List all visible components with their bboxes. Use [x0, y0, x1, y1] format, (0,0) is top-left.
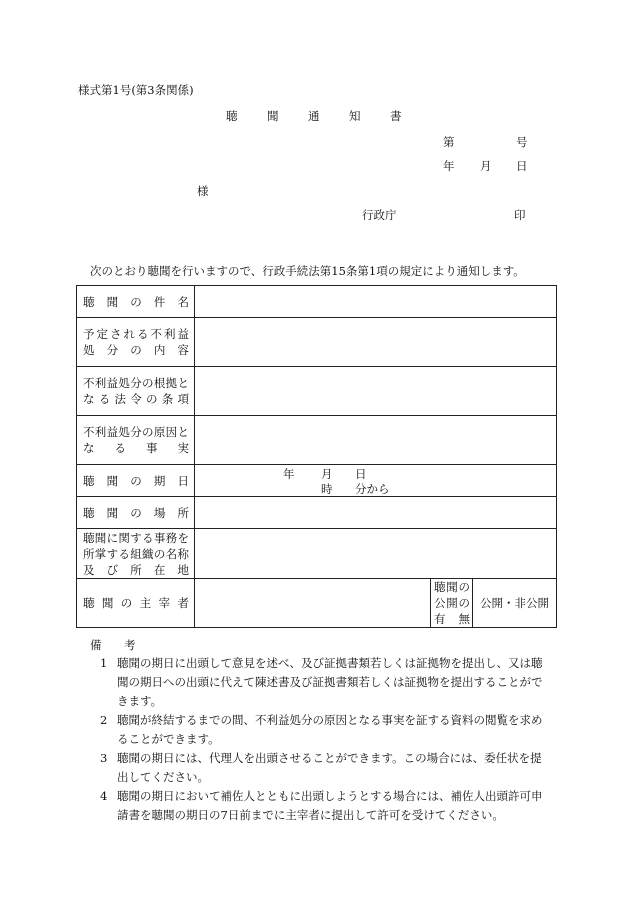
- note-item: 1 聴聞の期日に出頭して意見を述べ、及び証拠書類若しくは証拠物を提出し、又は聴聞の期日への出頭に代えて陳述書及び証拠書類若しくは証拠物を提出することができます。: [100, 656, 543, 708]
- doc-number-prefix: 第: [443, 135, 455, 149]
- doc-number-suffix: 号: [516, 135, 528, 149]
- label-public: 聴聞の 公開の 有無: [431, 579, 473, 628]
- value-place[interactable]: [195, 497, 557, 529]
- row-basis: [77, 367, 557, 416]
- title-char: 聴: [226, 109, 238, 123]
- label-disposition: 予定される不利益 処分の内容: [77, 318, 195, 367]
- notes-heading: 備 考: [90, 638, 136, 652]
- row-cause: [77, 416, 557, 465]
- row-date: [77, 465, 557, 497]
- note-item: 2 聴聞が終結するまでの間、不利益処分の原因となる事実を証する資料の閲覧を求めることができます。: [100, 713, 543, 746]
- date-day-label: 日: [516, 159, 528, 173]
- agency-label: 行政庁: [362, 208, 397, 222]
- row-place: [77, 497, 557, 529]
- seal-mark: 印: [514, 208, 526, 222]
- document-title: [226, 108, 406, 124]
- addressee-honorific: 様: [197, 184, 209, 198]
- date-month-label: 月: [480, 159, 492, 173]
- label-date: 聴聞の期日: [77, 465, 195, 497]
- date-hour: 時: [321, 482, 333, 496]
- date-year: 年: [283, 467, 295, 481]
- value-basis[interactable]: [195, 367, 557, 416]
- row-organization: [77, 529, 557, 579]
- title-char: 通: [308, 109, 320, 123]
- row-presider: [77, 579, 557, 628]
- value-subject[interactable]: [195, 286, 557, 318]
- row-disposition: [77, 318, 557, 367]
- value-date[interactable]: [195, 465, 557, 497]
- title-char: 知: [349, 109, 361, 123]
- date-month: 月: [321, 467, 333, 481]
- date-day: 日: [355, 467, 367, 481]
- row-subject: [77, 286, 557, 318]
- title-char: 聞: [267, 109, 279, 123]
- label-subject: 聴聞の件名: [77, 286, 195, 318]
- title-char: 書: [390, 109, 402, 123]
- value-disposition[interactable]: [195, 318, 557, 367]
- value-cause[interactable]: [195, 416, 557, 465]
- note-item: 3 聴聞の期日には、代理人を出頭させることができます。この場合には、委任状を提出してください。: [100, 751, 542, 784]
- label-place: 聴聞の場所: [77, 497, 195, 529]
- date-minute: 分から: [355, 482, 390, 496]
- label-presider: 聴聞の主宰者: [77, 579, 195, 628]
- label-basis: 不利益処分の根拠と なる法令の条項: [77, 367, 195, 416]
- value-presider[interactable]: [195, 579, 431, 628]
- value-public[interactable]: 公開・非公開: [473, 579, 557, 628]
- label-organization: 聴聞に関する事務を 所掌する組織の名称 及び所在地: [77, 529, 195, 579]
- note-item: 4 聴聞の期日において補佐人とともに出頭しようとする場合には、補佐人出頭許可申請書を聴聞の期日の7日前までに主宰者に提出して許可を受けてください。: [100, 789, 543, 822]
- value-organization[interactable]: [195, 529, 557, 579]
- label-cause: 不利益処分の原因と なる事実: [77, 416, 195, 465]
- form-number: 様式第1号(第3条関係): [78, 83, 194, 97]
- date-year-label: 年: [443, 159, 455, 173]
- intro-text: 次のとおり聴聞を行いますので、行政手続法第15条第1項の規定により通知します。: [90, 264, 525, 278]
- hearing-table: [76, 285, 557, 628]
